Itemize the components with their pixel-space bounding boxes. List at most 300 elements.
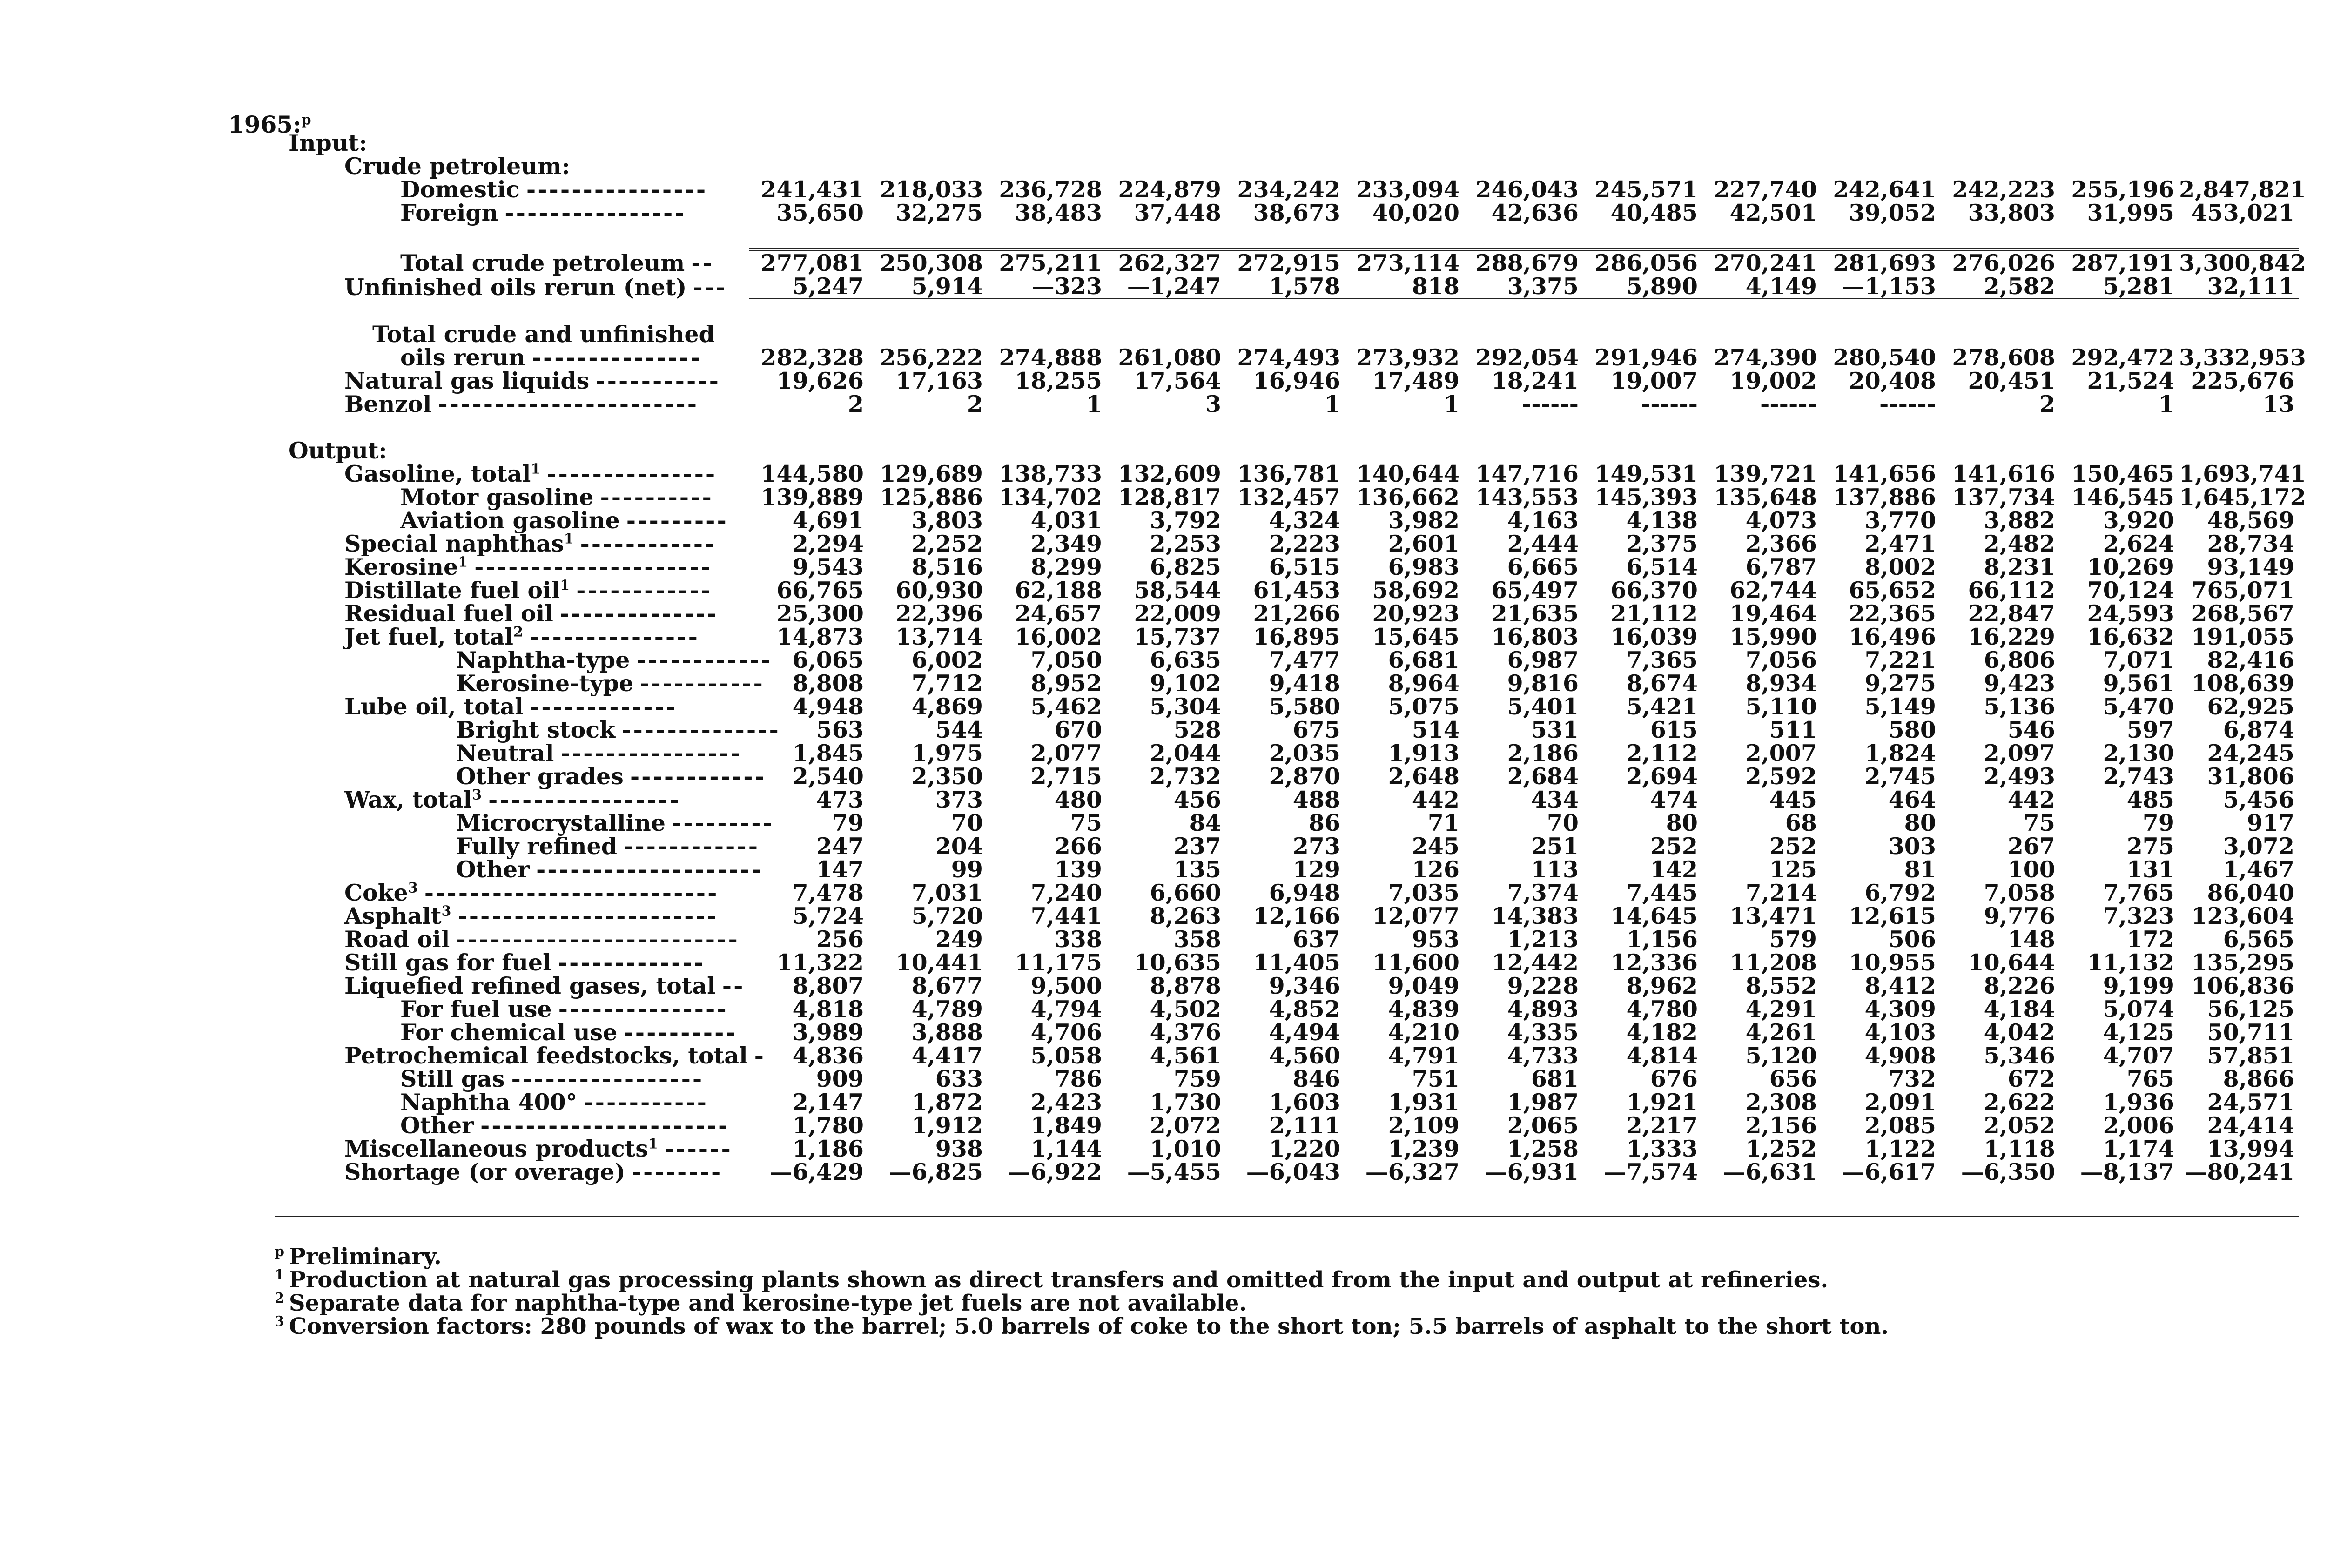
row-label [261,532,749,555]
value-cell: 37,448 [1134,199,1221,226]
value-cell: 5,120 [1745,1042,1817,1069]
section-header-row [261,439,2299,462]
value-cell: 4,163 [1507,507,1579,534]
table-row [261,741,2299,765]
value-cell: —8,137 [2080,1158,2174,1185]
value-cell: 7,712 [911,670,983,697]
value-cell: 4,561 [1150,1042,1221,1069]
value-cell: 70 [1547,809,1579,836]
value-cell: 3 [1205,390,1221,417]
row-label [261,462,749,485]
value-cell: 8,964 [1388,670,1459,697]
value-cell: 262,327 [1118,249,1221,276]
value-cell: 21,524 [2087,367,2174,394]
value-cell: 172 [2126,926,2174,953]
value-cell: 100 [2007,856,2055,883]
value-cell: 13,471 [1729,902,1817,929]
footnote-text: Preliminary. [289,1244,442,1270]
total-cell: 86,040 [2207,879,2294,906]
value-cell: 145,393 [1594,484,1698,511]
value-cell: 480 [1054,786,1102,813]
row-label [261,646,773,673]
value-cell: 2,156 [1745,1112,1817,1139]
value-cell: 8,677 [911,972,983,999]
leader-dots: ----------------------- [457,902,719,929]
table-row [261,974,2299,997]
leader-dots: -- [691,249,714,276]
value-cell: 2,743 [2103,763,2174,790]
value-cell: 2,745 [1864,763,1936,790]
footnote-ref: 3 [408,880,418,896]
total-cell: 48,569 [2207,507,2294,534]
leader-dots: ------------ [580,530,716,557]
value-cell: 2,622 [1984,1089,2055,1116]
value-cell: 227,740 [1714,176,1817,203]
value-cell: 142 [1650,856,1698,883]
value-cell: 2,349 [1030,530,1102,557]
value-cell: 8,516 [911,553,983,580]
value-cell: 4,948 [792,693,864,720]
value-cell: 136,662 [1356,484,1459,511]
row-label [261,485,749,509]
value-cell: 38,673 [1253,199,1340,226]
value-cell: 9,418 [1269,670,1340,697]
table-row [261,788,2299,811]
value-cell: 14,383 [1491,902,1579,929]
row-label [261,1021,749,1044]
value-cell: 4,839 [1388,996,1459,1023]
spacer-row [261,416,2299,439]
value-cell: 140,644 [1356,460,1459,487]
value-cell: 12,336 [1610,949,1698,976]
leader-dots: ---------------------- [480,1112,730,1139]
value-cell: 129,689 [880,460,983,487]
value-cell: 5,110 [1745,693,1817,720]
value-cell: 4,184 [1984,996,2055,1023]
value-cell: 2,006 [2103,1112,2174,1139]
value-cell: 80 [1666,809,1698,836]
row-label [261,881,749,904]
value-cell: 2,147 [792,1089,864,1116]
footnote-ref: 2 [513,624,523,640]
value-cell: 10,269 [2087,553,2174,580]
value-cell: 4,335 [1507,1019,1579,1046]
value-cell: 71 [1427,809,1459,836]
value-cell: 488 [1292,786,1340,813]
row-label [261,1042,766,1069]
value-cell: 7,765 [2103,879,2174,906]
value-cell: 250,308 [880,249,983,276]
footnote-ref: 1 [564,531,574,547]
row-label-text: Shortage (or overage) [344,1158,625,1185]
value-cell: 3,882 [1984,507,2055,534]
value-cell: 7,031 [911,879,983,906]
value-cell: 8,412 [1864,972,1936,999]
table-row [261,1137,2299,1160]
value-cell: 7,240 [1030,879,1102,906]
footnote-divider [275,1216,2299,1217]
leader-dots: -------------------- [536,856,763,883]
value-cell: 274,888 [999,344,1102,371]
leader-dots: ----------- [596,367,720,394]
value-cell: 139 [1054,856,1102,883]
row-label-text: Foreign [400,199,498,226]
leader-dots: ------------ [636,646,773,673]
value-cell: 579 [1769,926,1817,953]
leader-dots: ---------------- [504,199,686,226]
value-cell: 6,806 [1984,646,2055,673]
section-label [261,155,749,178]
value-cell: 1,921 [1626,1089,1698,1116]
value-cell: —5,455 [1127,1158,1221,1185]
value-cell: 2 [847,390,864,417]
value-cell: 62,188 [1015,577,1102,604]
table-row [261,625,2299,648]
value-cell: 275 [2126,833,2174,860]
value-cell: 1,730 [1150,1089,1221,1116]
row-label-text: Fully refined [456,833,617,860]
value-cell: 5,462 [1030,693,1102,720]
data-table-wrap [261,129,2306,1185]
value-cell: 141,656 [1833,460,1936,487]
value-cell: 237 [1173,833,1221,860]
row-label-text: Kerosine-type [456,670,634,697]
table-row [261,811,2299,834]
table-row [261,1090,2299,1114]
row-label [261,833,760,860]
value-cell: 6,948 [1269,879,1340,906]
value-cell: 4,261 [1745,1019,1817,1046]
value-cell: 1,118 [1984,1135,2055,1162]
section-label [261,131,749,155]
value-cell: 4,494 [1269,1019,1340,1046]
value-cell: 2,715 [1030,763,1102,790]
value-cell: 273,932 [1356,344,1459,371]
leader-dots: ------------ [624,833,760,860]
footnote-ref: 3 [441,903,451,920]
value-cell: 4,836 [792,1042,864,1069]
value-cell: 759 [1173,1065,1221,1092]
table-row [261,695,2299,718]
value-cell: 5,058 [1030,1042,1102,1069]
value-cell: 5,401 [1507,693,1579,720]
value-cell: 6,660 [1150,879,1221,906]
value-cell: 20,408 [1849,367,1936,394]
leader-dots: --------------- [531,344,702,371]
value-cell: 4,706 [1030,1019,1102,1046]
value-cell: 2,366 [1745,530,1817,557]
row-label-text: Coke [344,879,408,906]
total-cell: 24,245 [2207,740,2294,767]
total-cell: 268,567 [2191,600,2294,627]
footnote-ref: 3 [472,787,482,803]
value-cell: 246,043 [1475,176,1579,203]
value-cell: 11,322 [776,949,864,976]
table-row [261,392,2299,416]
table-row [261,602,2299,625]
value-cell: 1,824 [1864,740,1936,767]
value-cell: 12,615 [1849,902,1936,929]
value-cell: 292,472 [2071,344,2174,371]
leader-dots: ---------------- [560,740,742,767]
value-cell: 17,564 [1134,367,1221,394]
value-cell: 1,186 [792,1135,864,1162]
value-cell: 9,102 [1150,670,1221,697]
value-cell: 8,878 [1150,972,1221,999]
value-cell: 137,734 [1952,484,2055,511]
table-row [261,275,2299,299]
total-cell: 24,571 [2207,1089,2294,1116]
value-cell: 9,816 [1507,670,1579,697]
leader-dots: ------------------------- [456,926,740,953]
value-cell: 580 [1888,716,1936,743]
value-cell: 7,221 [1864,646,1936,673]
value-cell: 39,052 [1849,199,1936,226]
row-label [261,579,749,602]
value-cell: 4,031 [1030,507,1102,534]
value-cell: 1,849 [1030,1112,1102,1139]
value-cell: 4,291 [1745,996,1817,1023]
table-row [261,462,2299,485]
value-cell: 1,220 [1269,1135,1340,1162]
value-cell: 4,042 [1984,1019,2055,1046]
value-cell: 7,035 [1388,879,1459,906]
value-cell: 1,780 [792,1112,864,1139]
value-cell: 2,423 [1030,1089,1102,1116]
value-cell: 2,624 [2103,530,2174,557]
row-label-text: Road oil [344,926,450,953]
value-cell: 267 [2007,833,2055,860]
value-cell: 9,500 [1030,972,1102,999]
rule-cell [261,224,749,249]
value-cell: 5,890 [1626,273,1698,300]
row-label-text: Aviation gasoline [400,507,620,534]
value-cell: —6,043 [1246,1158,1340,1185]
value-cell: 786 [1054,1065,1102,1092]
value-cell: 11,132 [2087,949,2174,976]
leader-dots: -------------------------- [424,879,719,906]
value-cell: —6,350 [1961,1158,2055,1185]
value-cell: 287,191 [2071,249,2174,276]
total-cell: 3,332,953 [2179,344,2306,371]
value-cell: 7,214 [1745,879,1817,906]
value-cell: 637 [1292,926,1340,953]
value-cell: 1 [1324,390,1340,417]
value-cell: 275,211 [999,249,1102,276]
value-cell: 79 [2142,809,2174,836]
value-cell: 2,694 [1626,763,1698,790]
value-cell: 531 [1531,716,1579,743]
value-cell: 8,962 [1626,972,1698,999]
value-cell: 4,417 [911,1042,983,1069]
value-cell: 7,050 [1030,646,1102,673]
value-cell: 3,888 [911,1019,983,1046]
value-cell: 1,122 [1864,1135,1936,1162]
value-cell: 1,912 [911,1112,983,1139]
value-cell: 2,065 [1507,1112,1579,1139]
row-label-text: Kerosine [344,553,458,580]
value-cell: 5,304 [1150,693,1221,720]
value-cell: 241,431 [760,176,864,203]
value-cell: 670 [1054,716,1102,743]
value-cell: 16,946 [1253,367,1340,394]
value-cell: 6,825 [1150,553,1221,580]
value-cell: 3,920 [2103,507,2174,534]
value-cell: 273 [1292,833,1340,860]
total-cell: 13 [2262,390,2294,417]
value-cell: 16,229 [1968,623,2055,650]
value-cell: 12,077 [1372,902,1459,929]
value-cell: 1,156 [1626,926,1698,953]
value-cell: 66,765 [776,577,864,604]
value-cell: 19,464 [1729,600,1817,627]
row-label [261,856,763,883]
value-cell: 8,808 [792,670,864,697]
value-cell: 2,007 [1745,740,1817,767]
value-cell: 1,872 [911,1089,983,1116]
value-cell: 11,405 [1253,949,1340,976]
value-cell: 1,578 [1269,273,1340,300]
value-cell: —6,327 [1365,1158,1459,1185]
value-cell: 149,531 [1594,460,1698,487]
row-label-text: Petrochemical feedstocks, total [344,1042,748,1069]
row-label-text: Special naphthas [344,530,564,557]
value-cell: 4,814 [1626,1042,1698,1069]
value-cell: 65,497 [1491,577,1579,604]
value-cell: 5,136 [1984,693,2055,720]
value-cell: 2,482 [1984,530,2055,557]
section-header-row [261,131,2299,155]
value-cell: 18,255 [1015,367,1102,394]
table-row [261,951,2299,974]
value-cell: 2 [967,390,983,417]
value-cell: 42,636 [1491,199,1579,226]
total-cell: 3,300,842 [2179,249,2306,276]
value-cell: 7,365 [1626,646,1698,673]
value-cell: 1,213 [1507,926,1579,953]
value-cell: 60,930 [895,577,983,604]
value-cell: 8,807 [792,972,864,999]
value-cell: 242,641 [1833,176,1936,203]
value-cell: 139,889 [760,484,864,511]
value-cell: —323 [1031,273,1102,300]
value-cell: 2,111 [1269,1112,1340,1139]
refinery-input-output-table [261,129,2306,1185]
value-cell: 33,803 [1968,199,2055,226]
value-cell: 291,946 [1594,344,1698,371]
value-cell: 4,794 [1030,996,1102,1023]
value-cell: 751 [1412,1065,1459,1092]
year-preliminary-mark: p [301,112,311,128]
value-cell: 6,514 [1626,553,1698,580]
value-cell: 358 [1173,926,1221,953]
leader-dots: ------------- [530,693,678,720]
row-label-text: Output: [289,437,387,464]
value-cell: 6,635 [1150,646,1221,673]
value-cell: 272,915 [1237,249,1340,276]
value-cell: 2,540 [792,763,864,790]
value-cell: 2 [2039,390,2055,417]
value-cell: 1,931 [1388,1089,1459,1116]
value-cell: 2,252 [911,530,983,557]
value-cell: 245,571 [1594,176,1698,203]
value-cell: 2,217 [1626,1112,1698,1139]
value-cell: 1,987 [1507,1089,1579,1116]
value-cell: 8,674 [1626,670,1698,697]
value-cell: 75 [2023,809,2055,836]
value-cell: 546 [2007,716,2055,743]
value-cell: 261,080 [1118,344,1221,371]
value-cell: 1,239 [1388,1135,1459,1162]
row-label-text: Still gas [400,1065,505,1092]
value-cell: 303 [1888,833,1936,860]
leader-dots: --------------- [558,996,728,1023]
value-cell: —6,825 [888,1158,983,1185]
value-cell: 4,073 [1745,507,1817,534]
value-cell: —6,922 [1008,1158,1102,1185]
value-cell: 16,496 [1849,623,1936,650]
value-cell: 4,324 [1269,507,1340,534]
value-cell: 8,299 [1030,553,1102,580]
value-cell: 6,787 [1745,553,1817,580]
table-row [261,369,2299,392]
value-cell: 6,665 [1507,553,1579,580]
value-cell: 5,247 [792,273,864,300]
value-cell: 13,714 [895,623,983,650]
value-cell: 10,441 [895,949,983,976]
value-cell: 6,065 [792,646,864,673]
year-text: 1965: [228,111,302,138]
value-cell: 40,020 [1372,199,1459,226]
value-cell: 81 [1904,856,1936,883]
leader-dots: --------- [672,809,774,836]
table-row [261,1114,2299,1137]
footnote-ref: 1 [531,461,541,478]
value-cell: 288,679 [1475,249,1579,276]
value-cell: 6,002 [911,646,983,673]
row-label-text: Gasoline, total [344,460,531,487]
row-label [261,741,749,765]
rule-cell [261,299,749,323]
value-cell: 125,886 [880,484,983,511]
double-rule [749,224,2299,249]
value-cell: 2,052 [1984,1112,2055,1139]
value-cell: 4,149 [1745,273,1817,300]
value-cell: 84 [1189,809,1221,836]
value-cell: 3,375 [1507,273,1579,300]
value-cell: 38,483 [1015,199,1102,226]
value-cell: 9,049 [1388,972,1459,999]
total-cell: 82,416 [2207,646,2294,673]
total-cell: 1,467 [2223,856,2294,883]
value-cell: 1,975 [911,740,983,767]
total-cell: 1,693,741 [2179,460,2306,487]
value-cell: 9,275 [1864,670,1936,697]
leader-dots: ------------ [576,577,713,604]
value-cell: 456 [1173,786,1221,813]
total-cell: 135,295 [2191,949,2294,976]
value-cell: 12,442 [1491,949,1579,976]
row-label [261,716,780,743]
value-cell: 1,845 [792,740,864,767]
value-cell: 21,112 [1610,600,1698,627]
value-cell: —6,617 [1842,1158,1936,1185]
value-cell: —6,429 [769,1158,864,1185]
spacer-cell [261,416,2299,439]
value-cell: 938 [935,1135,983,1162]
section-filler [749,439,2299,462]
value-cell: 282,328 [760,344,864,371]
